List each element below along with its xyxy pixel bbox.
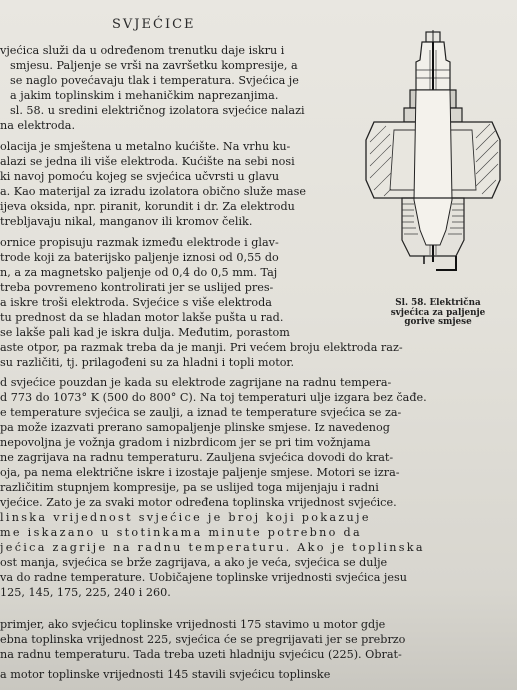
caption-line: Sl. 58. Električna bbox=[395, 298, 481, 308]
text-line: va do radne temperature. Uobičajene toplinske vrijednosti svjećica jesu bbox=[0, 571, 407, 584]
caption-line: svjećica za paljenje bbox=[390, 307, 486, 318]
text-line: treba povremeno kontrolirati jer se uslijed pres- bbox=[0, 281, 274, 294]
text-line: ijeva oksida, npr. piranit, korundit i dr. Za elektrodu bbox=[0, 200, 295, 213]
text-line: olacija je smještena u metalno kućište. Na vrhu ku- bbox=[0, 140, 291, 153]
text-line: su različiti, tj. prilagođeni su za hladni i topli motor. bbox=[0, 356, 295, 369]
text-line: vjećica služi da u određenom trenutku daje iskru i bbox=[0, 44, 285, 57]
text-line: na elektroda. bbox=[0, 119, 75, 132]
text-line: se lakše pali kad je iskra dulja. Međutim, porastom bbox=[0, 326, 290, 339]
text-line: ebna toplinska vrijednost 225, svjećica će se pregrijavati jer se prebrzo bbox=[0, 633, 406, 646]
text-line: pa može izazvati prerano samopaljenje plinske smjese. Iz navedenog bbox=[0, 421, 390, 434]
text-line: n, a za magnetsko paljenje od 0,4 do 0,5 mm. Taj bbox=[0, 266, 278, 279]
text-line: oja, pa nema električne iskre i izostaje paljenje smjese. Motori se izra- bbox=[0, 466, 400, 479]
caption-line: gorive smjese bbox=[404, 317, 472, 327]
figure-caption bbox=[368, 299, 508, 328]
text-line: različitim stupnjem kompresije, pa se uslijed toga mijenjaju i radni bbox=[0, 481, 379, 494]
text-line: a. Kao materijal za izradu izolatora obično služe mase bbox=[0, 185, 306, 198]
text-line: trebljavaju nikal, manganov ili kromov čelik. bbox=[0, 215, 253, 228]
text-line: primjer, ako svjećicu toplinske vrijednosti 175 stavimo u motor gdje bbox=[0, 618, 386, 631]
text-line: aste otpor, pa razmak treba da je manji. Pri većem broju elektroda raz- bbox=[0, 341, 403, 354]
text-line: sl. 58. u sredini električnog izolatora svjećice nalazi bbox=[10, 104, 305, 117]
text-line: d 773 do 1073° K (500 do 800° C). Na toj temperaturi ulje izgara bez čađe. bbox=[0, 391, 427, 404]
text-line: 125, 145, 175, 225, 240 i 260. bbox=[0, 586, 171, 599]
text-line: ki navoj pomoću kojeg se svjećica učvrsti u glavu bbox=[0, 170, 280, 183]
spark-plug-figure bbox=[364, 30, 504, 280]
text-line: jećica zagrije na radnu temperaturu. Ako je toplinska bbox=[0, 541, 425, 554]
text-line: ornice propisuju razmak između elektrode i glav- bbox=[0, 236, 279, 249]
text-line: trode koji za baterijsko paljenje iznosi od 0,55 do bbox=[0, 251, 279, 264]
text-line: a iskre troši elektroda. Svjećice s više elektroda bbox=[0, 296, 272, 309]
text-line: ost manja, svjećica se brže zagrijava, a ako je veća, svjećica se dulje bbox=[0, 556, 388, 569]
text-line: a motor toplinske vrijednosti 145 stavili svjećicu toplinske bbox=[0, 668, 331, 681]
text-line: linska vrijednost svjećice je broj koji pokazuje bbox=[0, 511, 371, 524]
text-line: se naglo povećavaju tlak i temperatura. Svjećica je bbox=[10, 74, 299, 87]
text-line: alazi se jedna ili više elektroda. Kućište na sebi nosi bbox=[0, 155, 295, 168]
text-line: me iskazano u stotinkama minute potrebno da bbox=[0, 526, 362, 539]
page-header: SVJEĆICE bbox=[112, 17, 196, 32]
text-line: tu prednost da se hladan motor lakše pušta u rad. bbox=[0, 311, 284, 324]
text-line: vjećice. Zato je za svaki motor određena toplinska vrijednost svjećice. bbox=[0, 496, 397, 509]
text-line: na radnu temperaturu. Tada treba uzeti hladniju svjećicu (225). Obrat- bbox=[0, 648, 402, 661]
text-line: a jakim toplinskim i mehaničkim naprezanjima. bbox=[10, 89, 279, 102]
text-line: nepovoljna je vožnja gradom i nizbrdicom jer se pri tim vožnjama bbox=[0, 436, 371, 449]
text-line: smjesu. Paljenje se vrši na završetku kompresije, a bbox=[10, 59, 298, 72]
text-line: d svjećice pouzdan je kada su elektrode zagrijane na radnu tempera- bbox=[0, 376, 392, 389]
text-line: e temperature svjećica se zaulji, a iznad te temperature svjećica se za- bbox=[0, 406, 402, 419]
text-line: ne zagrijava na radnu temperaturu. Zauljena svjećica dovodi do krat- bbox=[0, 451, 394, 464]
